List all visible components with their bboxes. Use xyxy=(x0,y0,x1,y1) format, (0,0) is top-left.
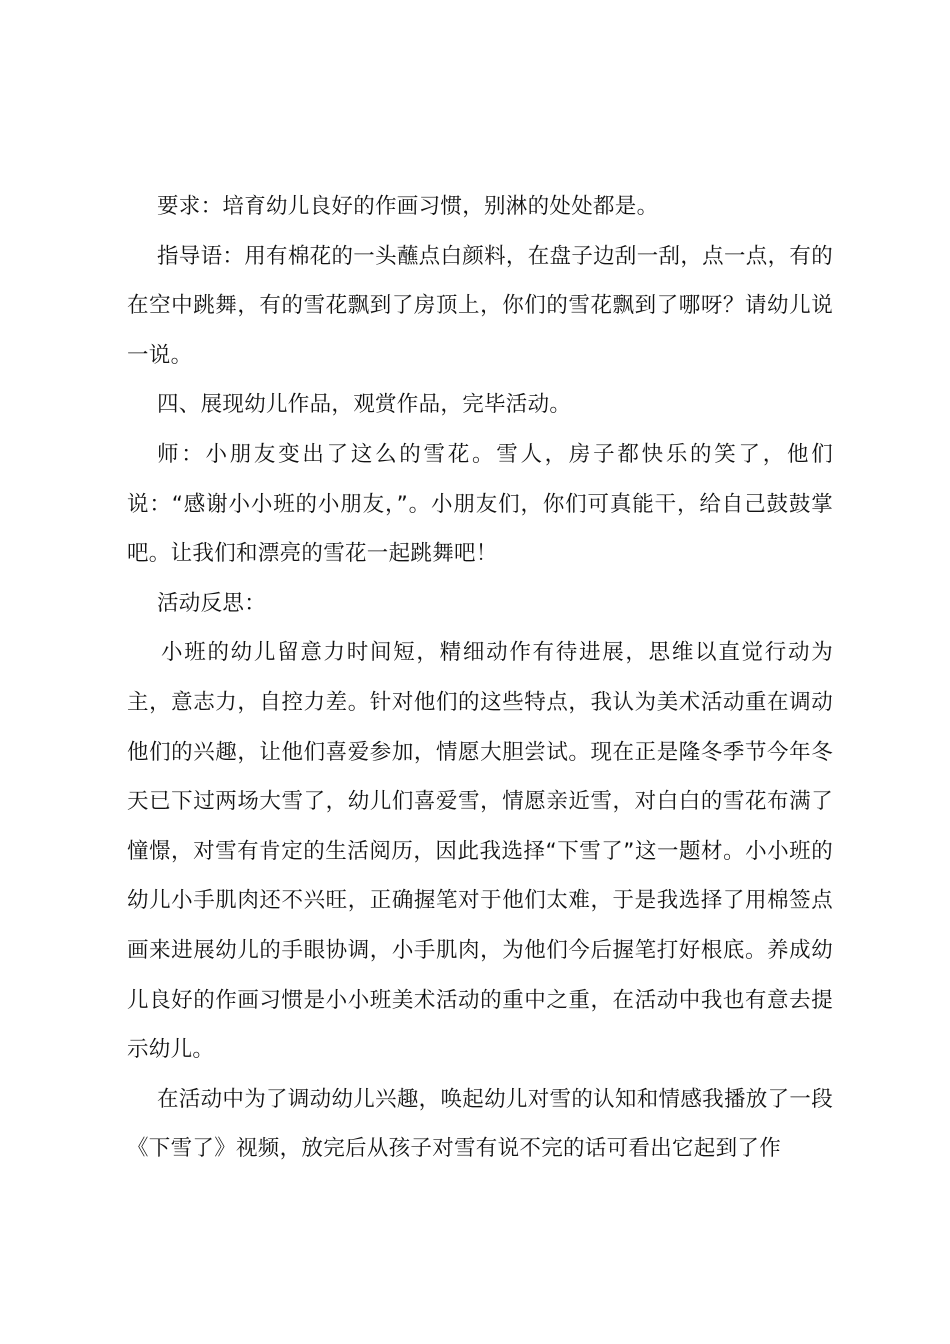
paragraph-activity-interest: 在活动中为了调动幼儿兴趣，唤起幼儿对雪的认知和情感我播放了一段《下雪了》视频，放完后从孩子对雪有说不完的话可看出它起到了作 xyxy=(127,1086,833,1162)
paragraph-reflection-body: 小班的幼儿留意力时间短，精细动作有待进展，思维以直觉行动为主，意志力，自控力差。针对他们的这些特点，我认为美术活动重在调动他们的兴趣，让他们喜爱参加，情愿大胆尝试。现在正是隆冬季节今年冬天已下过两场大雪了，幼儿们喜爱雪，情愿亲近雪，对白白的雪花布满了憧憬，对雪有肯定的生活阅历，因此我选择“下雪了”这一题材。小小班的幼儿小手肌肉还不兴旺，正确握笔对于他们太难，于是我选择了用棉签点画来进展幼儿的手眼协调，小手肌肉，为他们今后握笔打好根底。养成幼儿良好的作画习惯是小小班美术活动的重中之重，在活动中我也有意去提示幼儿。 xyxy=(127,640,833,1063)
paragraph-requirement: 要求：培育幼儿良好的作画习惯，别淋的处处都是。 xyxy=(157,194,659,219)
document-body xyxy=(127,182,833,1174)
paragraph-teacher-speech: 师：小朋友变出了这么的雪花。雪人，房子都快乐的笑了，他们说：“感谢小小班的小朋友，”。小朋友们，你们可真能干，给自己鼓鼓掌吧。让我们和漂亮的雪花一起跳舞吧！ xyxy=(127,441,833,567)
paragraph-guidance: 指导语：用有棉花的一头蘸点白颜料，在盘子边刮一刮，点一点，有的在空中跳舞，有的雪花飘到了房顶上，你们的雪花飘到了哪呀？请幼儿说一说。 xyxy=(127,243,833,368)
paragraph-step-four: 四、展现幼儿作品，观赏作品，完毕活动。 xyxy=(157,392,572,418)
paragraph-reflection-heading: 活动反思： xyxy=(157,590,267,616)
